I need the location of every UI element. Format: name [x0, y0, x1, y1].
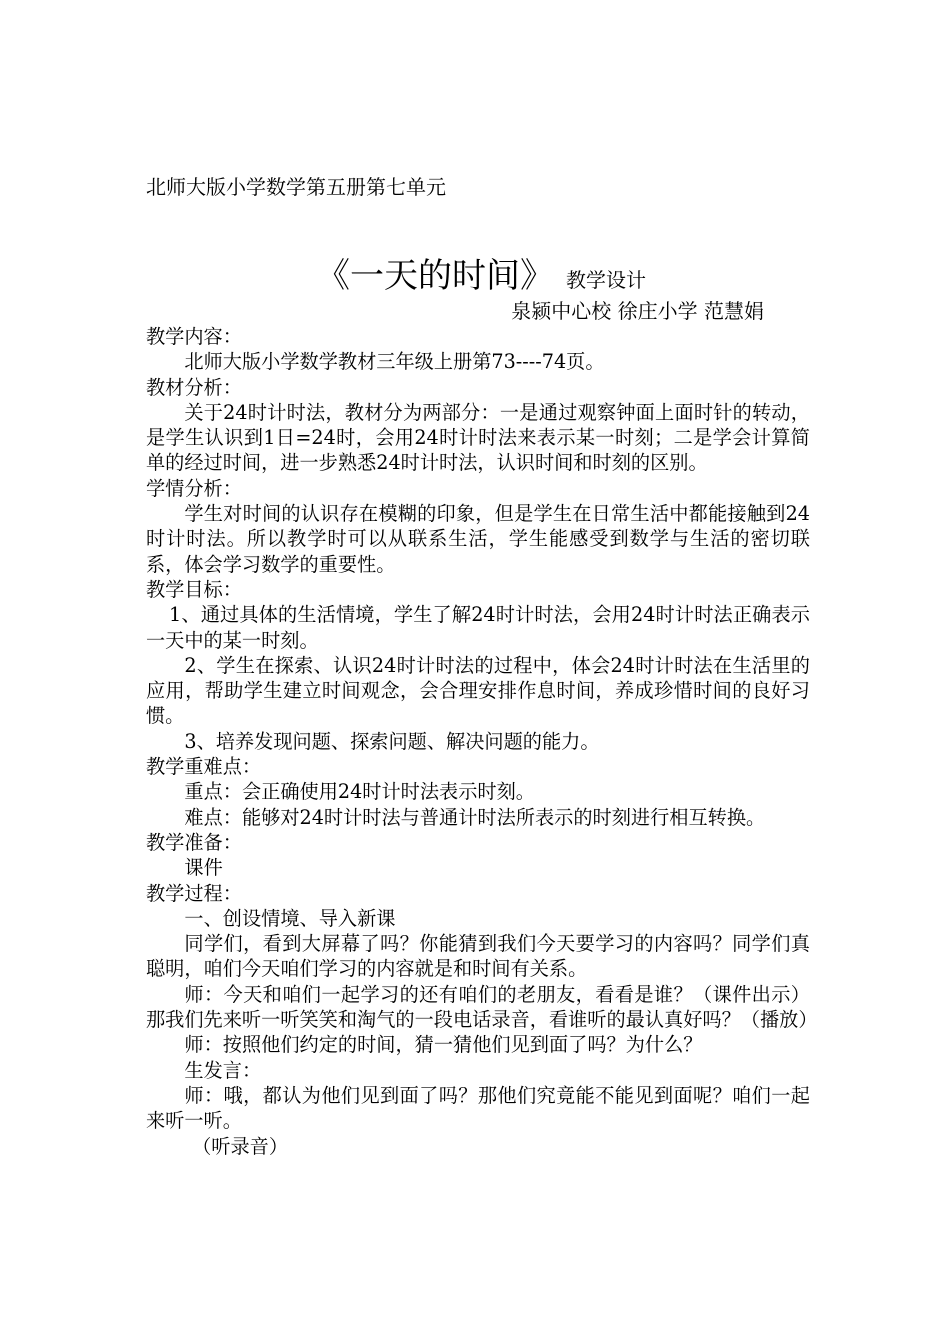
heading-goals: 教学目标：: [146, 577, 242, 601]
heading-content: 教学内容：: [146, 325, 242, 348]
document-body: [146, 324, 818, 1159]
paragraph-textbook: 关于24时计时法，教材分为两部分：一是通过观察钟面上面时针的转动，是学生认识到1日=24时，会用24时计时法来表示某一时刻；二是学会计算简单的经过时间，进一步熟悉24时计时法，认识时间和时刻的区别。: [146, 400, 810, 475]
paragraph-focus: 重点：会正确使用24时计时法表示时刻。: [184, 780, 535, 804]
process-paragraph: 师：按照他们约定的时间，猜一猜他们见到面了吗？为什么？: [184, 1033, 703, 1057]
document-title: 《一天的时间》: [316, 256, 554, 296]
process-last-line: （听录音）: [192, 1134, 289, 1158]
paragraph-students: 学生对时间的认识存在模糊的印象，但是学生在日常生活中都能接触到24时计时法。所以教学时可以从联系生活，学生能感受到数学与生活的密切联系，体会学习数学的重要性。: [146, 502, 810, 576]
heading-preparation: 教学准备：: [146, 830, 242, 854]
goal-item-3: 3、培养发现问题、探索问题、解决问题的能力。: [184, 729, 600, 753]
goal-item-2: 2、学生在探索、认识24时计时法的过程中，体会24时计时法在生活里的应用，帮助学生建立时间观念，会合理安排作息时间，养成珍惜时间的良好习惯。: [146, 653, 810, 728]
process-paragraph: 师：哦，都认为他们见到面了吗？那他们究竟能不能见到面呢？咱们一起来听一听。: [146, 1083, 810, 1133]
heading-students: 学情分析：: [146, 476, 242, 500]
paragraph-content: 北师大版小学数学教材三年级上册第73----74页。: [184, 350, 605, 374]
author-line: 泉颍中心校 徐庄小学 范慧娟: [511, 299, 764, 323]
paragraph-difficulty: 难点：能够对24时计时法与普通计时法所表示的时刻进行相互转换。: [184, 805, 766, 829]
series-line: 北师大版小学数学第五册第七单元: [146, 175, 446, 199]
heading-process: 教学过程：: [146, 881, 242, 905]
document-subtitle: 教学设计: [566, 268, 646, 292]
title-row: [0, 254, 950, 298]
goal-item-1: 1、通过具体的生活情境，学生了解24时计时法，会用24时计时法正确表示一天中的某一时刻。: [146, 603, 810, 652]
process-paragraph: 师：今天和咱们一起学习的还有咱们的老朋友，看看是谁？（课件出示）那我们先来听一听笑笑和淘气的一段电话录音，看谁听的最认真好吗？（播放）: [146, 982, 818, 1032]
process-paragraph: 生发言：: [184, 1058, 262, 1082]
process-step-1: 一、创设情境、导入新课: [184, 906, 396, 930]
process-paragraph: 同学们，看到大屏幕了吗？你能猜到我们今天要学习的内容吗？同学们真聪明，咱们今天咱们学习的内容就是和时间有关系。: [146, 932, 810, 981]
heading-textbook: 教材分析：: [146, 375, 242, 399]
paragraph-preparation: 课件: [184, 856, 223, 880]
heading-keypoints: 教学重难点：: [146, 755, 262, 779]
